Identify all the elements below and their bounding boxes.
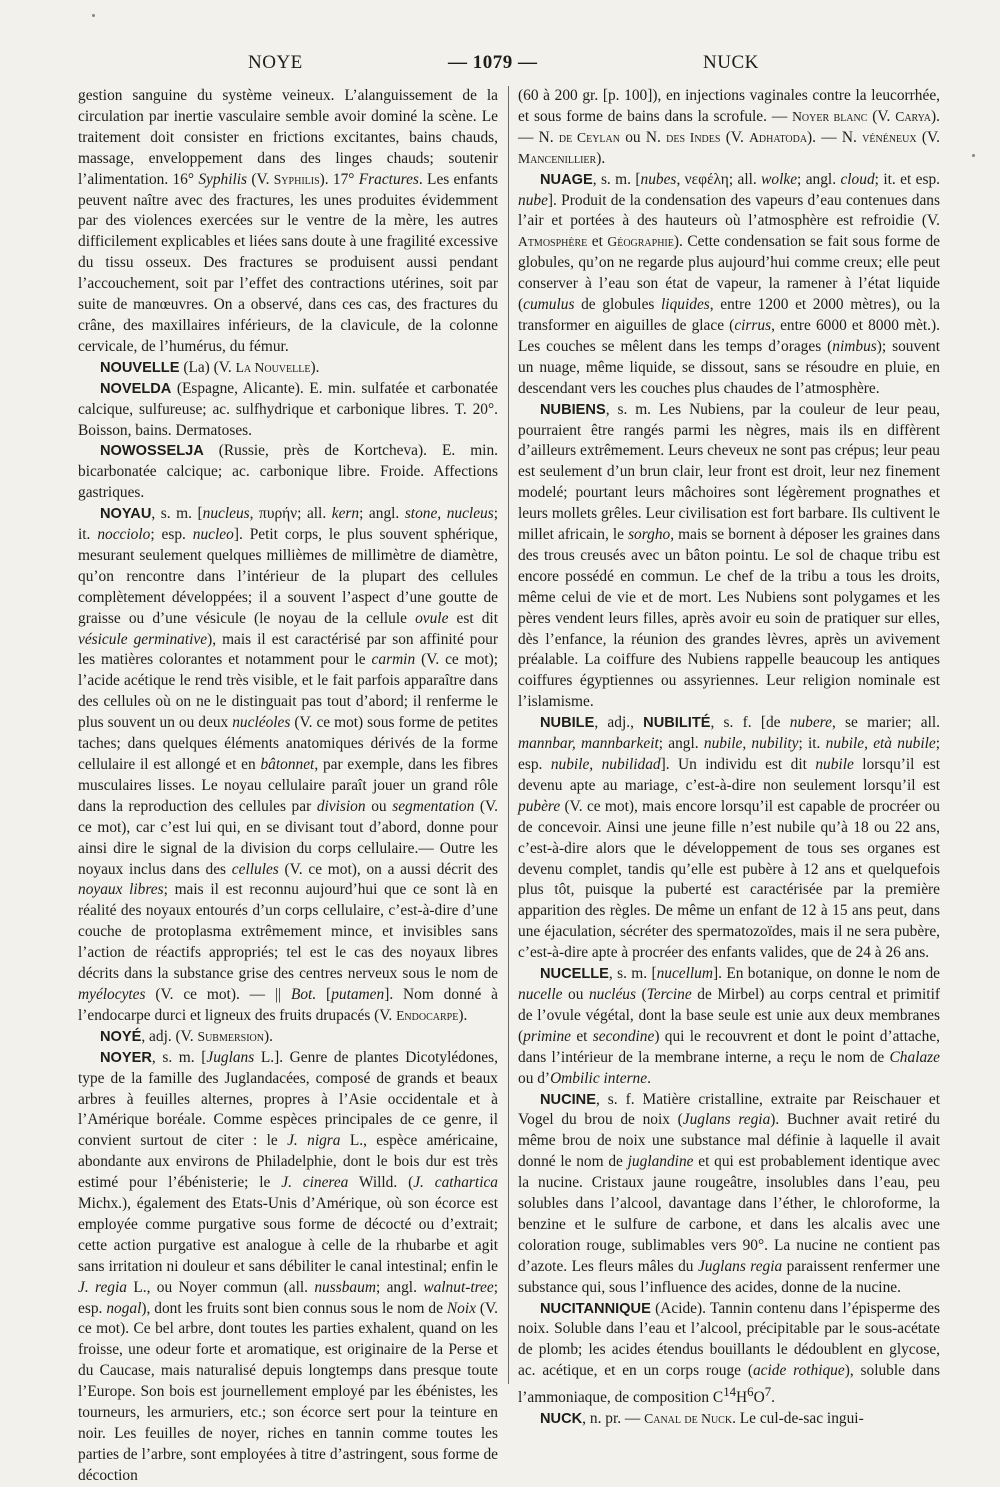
dictionary-entry: NOWOSSELJA (Russie, près de Kortcheva). E. min. bicarbonatée calcique; ac. carbonique libre. Froide. Affections gastriques. [78, 442, 498, 502]
dictionary-entry: NOYÉ, adj. (V. Submersion). [100, 1027, 273, 1045]
dictionary-entry: NOVELDA (Espagne, Alicante). E. min. sulfatée et carbonatée calcique, sulfureuse; ac. sulfhydrique et carbonique libres. T. 20°. Boisson, bains. Dermatoses. [78, 379, 498, 439]
left-column [78, 86, 499, 1484]
dictionary-entry: NOYER, s. m. [Juglans L.]. Genre de plantes Dicotylédones, type de la famille des Juglandacées, composé de grands et beaux arbres à feuilles alternes, propres à l’Asie occidentale et à l’Amérique boréale. Comme espèces principales de ce genre, il convient surtout de citer : le J. nigra L., espèce américaine, abondante aux environs de Philadelphie, dont le bois dur est très estimé pour l’ébénisterie; le J. cinerea Willd. (J. cathartica Michx.), également des Etats-Unis d’Amérique, où son écorce est employée comme purgative sous forme de décocté ou d’extrait; cette action purgative est analogue à celle de la rhubarbe et agit sans irritation ni douleur et sans débiliter le canal intestinal; enfin le J. regia L., ou Noyer commun (all. nussbaum; angl. walnut-tree; esp. nogal), dont les fruits sont bien connus sous le nom de Noix (V. ce mot). Ce bel arbre, dont toutes les parties exhalent, quand on les froisse, une odeur forte et aromatique, est originaire de la Perse et du Caucase, mais naturalisé depuis longtemps dans presque toute l’Europe. Son bois est journellement employé par les ébénistes, les tourneurs, les armuriers, etc.; son écorce sert pour la teinture en noir. Les feuilles de noyer, riches en tannin comme toutes les parties de l’arbre, sont employées à titre d’astringent, sous forme de décoction [78, 1048, 498, 1484]
running-head-right: NUCK [703, 52, 759, 73]
running-head-left: NOYE [248, 52, 303, 73]
dictionary-entry: (60 à 200 gr. [p. 100]), en injections vaginales contre la leucorrhée, et sous forme de bains dans la scrofule. — Noyer blanc (V. Carya). — N. de Ceylan ou N. des Indes (V. Adhatoda). — N. vénéneux (V. Mancenillier). [518, 87, 940, 167]
dictionary-entry: NUCINE, s. f. Matière cristalline, extraite par Reischauer et Vogel du brou de noix (Juglans regia). Buchner avait retiré du même brou de noix une substance mal définie à laquelle il avait donné le nom de juglandine et qui est probablement identique avec la nucine. Cristaux jaune rougeâtre, insolubles dans l’eau, peu solubles dans l’alcool, davantage dans l’éther, le chloroforme, la benzine et le sulfure de carbone, et dans les alcalis avec une coloration rouge, sublimables vers 90°. La nucine ne contient pas d’azote. Les fleurs mâles du Juglans regia paraissent renfermer une substance qui, sous l’influence des acides, donne de la nucine. [518, 1090, 941, 1296]
running-head [78, 52, 948, 86]
paper-speck [92, 14, 95, 17]
dictionary-entry: NUBIENS, s. m. Les Nubiens, par la couleur de leur peau, pourraient être rangés parmi les nègres, mais ils en diffèrent d’ailleurs extrêmement. Leurs cheveux ne sont pas crépus; leur peau est seulement d’un brun clair, leur front est droit, leur nez finement modelé; pourtant leurs mâchoires sont légèrement prognathes et leurs mollets grêles. Leur civilisation est fort barbare. Ils cultivent le millet africain, le sorgho, mais se bornent à déposer les graines dans des trous creusés avec un bâton pointu. Le sol de chaque tribu est encore possédé en commun. Le chef de la tribu a tous les droits, même celui de vie et de mort. Les Nubiens sont polygames et les pères vendent leurs filles, après avoir eu soin de pratiquer sur elles, dès l’enfance, la réunion des grandes lèvres, après un avivement préalable. La coiffure des Nubiens rappelle beaucoup les antiques coiffures égyptiennes ou assyriennes. Leur religion nominale est l’islamisme. [518, 400, 940, 711]
page-number: — 1079 — [448, 52, 538, 73]
dictionary-entry: NOUVELLE (La) (V. La Nouvelle). [100, 358, 320, 376]
dictionary-entry: NUCELLE, s. m. [nucellum]. En botanique, on donne le nom de nucelle ou nucléus (Tercine de Mirbel) au corps central et primitif de l’ovule végétal, dont la base seule est unie aux deux membranes (primine et secondine) qui le recouvrent et dont le point d’attache, dans l’intérieur de la membrane interne, a reçu le nom de Chalaze ou d’Ombilic interne. [518, 965, 941, 1087]
column-divider [508, 86, 509, 1384]
dictionary-entry: NUCK, n. pr. — Canal de Nuck. Le cul-de-sac ingui- [540, 1410, 864, 1428]
dictionary-entry: NUCITANNIQUE (Acide). Tannin contenu dans l’épisperme des noix. Soluble dans l’eau et l’alcool, précipitable par le sous-acétate de plomb; les acides étendus bouillants le dédoublent en glycose, ac. acétique, et en un corps rouge (acide rothique), soluble dans l’ammoniaque, de composition $C^{14}H^6O^7$. [518, 1299, 941, 1407]
dictionary-entry: gestion sanguine du système veineux. L’alanguissement de la circulation par inertie vasculaire semble avoir dominé la scène. Le traitement doit consister en frictions excitantes, bains chauds, massage, enveloppement dans des linges chauds; soutenir l’alimentation. 16° Syphilis (V. Syphilis). 17° Fractures. Les enfants peuvent naître avec des fractures, les unes produites évidemment par des violences exercées sur le ventre de la mère, les autres difficilement explicables et liées sans doute à une fragilité excessive du tissu osseux. Des fractures se produisent aussi pendant l’accouchement, soit par l’effet des contractions utérines, soit par suite de manœuvres. On a observé, dans ces cas, des fractures du crâne, des maxillaires inférieurs, de la clavicule, de la colonne cervicale, de l’humérus, du fémur. [78, 87, 498, 355]
paper-speck [972, 154, 975, 157]
dictionary-entry: NUAGE, s. m. [nubes, νεφέλη; all. wolke; angl. cloud; it. et esp. nube]. Produit de la condensation des vapeurs d’eau contenues dans l’air et portées à des hauteurs où l’atmosphère est refroidie (V. Atmosphère et Géographie). Cette condensation se fait sous forme de globules, qu’on ne regarde plus aujourd’hui comme creux; elle peut conserver à l’eau son état de vapeur, la ramener à l’état liquide (cumulus de globules liquides, entre 1200 et 2000 mètres), ou la transformer en aiguilles de glace (cirrus, entre 6000 et 8000 mèt.). Les couches se mêlent dans les temps d’orages (nimbus); souvent un nuage, même liquide, se dissout, sans se résoudre en pluie, en descendant vers les couches plus chaudes de l’atmosphère. [518, 170, 940, 397]
dictionary-entry: NOYAU, s. m. [nucleus, πυρήν; all. kern; angl. stone, nucleus; it. nocciolo; esp. nucleo]. Petit corps, le plus souvent sphérique, mesurant seulement quelques millièmes de millimètre de diamètre, qu’on rencontre dans l’intérieur de la plupart des cellules complètement développées; il a souvent l’aspect d’une goutte de graisse ou d’une vésicule (le noyau de la cellule ovule est dit vésicule germinative), mais il est caractérisé par son affinité pour les matières colorantes et notamment pour le carmin (V. ce mot); l’acide acétique le rend très visible, et le fait parfois apparaître dans des cellules où on ne le distinguait pas tout d’abord; il renferme le plus souvent un ou deux nucléoles (V. ce mot) sous forme de petites taches; dans quelques éléments anatomiques dérivés de la forme cellulaire il est allongé et en bâtonnet, par exemple, dans les fibres musculaires lisses. Le noyau cellulaire paraît jouer un grand rôle dans la reproduction des cellules par division ou segmentation (V. ce mot), car c’est lui qui, en se divisant tout d’abord, donne pour ainsi dire le signal de la division du corps cellulaire.— Outre les noyaux inclus dans des cellules (V. ce mot), on a aussi décrit des noyaux libres; mais il est reconnu aujourd’hui que ce sont là en réalité des noyaux entourés d’un corps cellulaire, c’est-à-dire d’une couche de protoplasma extrêmement mince, et invisibles sans l’action de réactifs appropriés; tel est le cas des noyaux libres décrits dans la substance grise des centres nerveux sous le nom de myélocytes (V. ce mot). — || Bot. [putamen]. Nom donné à l’endocarpe durci et ligneux des fruits drupacés (V. Endocarpe). [78, 505, 499, 1024]
dictionary-entry: NUBILE, adj., NUBILITÉ, s. f. [de nubere, se marier; all. mannbar, mannbarkeit; angl. nubile, nubility; it. nubile, età nubile; esp. nubile, nubilidad]. Un individu est dit nubile lorsqu’il est devenu apte au mariage, c’est-à-dire non seulement lorsqu’il est pubère (V. ce mot), mais encore lorsqu’il est capable de procréer ou de concevoir. Ainsi une jeune fille n’est nubile qu’à 18 ou 22 ans, c’est-à-dire alors que le développement de tous ses organes est devenu complet, tandis qu’elle est pubère à 12 ans et quelquefois plus tôt, puisque la puberté est caractérisée par la première apparition des règles. De même un enfant de 12 à 15 ans peut, dans une éjaculation, sécréter des spermatozoïdes, mais il ne sera pubère, c’est-à-dire apte à procréer des enfants valides, que de 24 à 26 ans. [518, 714, 941, 962]
right-column [518, 86, 941, 1428]
